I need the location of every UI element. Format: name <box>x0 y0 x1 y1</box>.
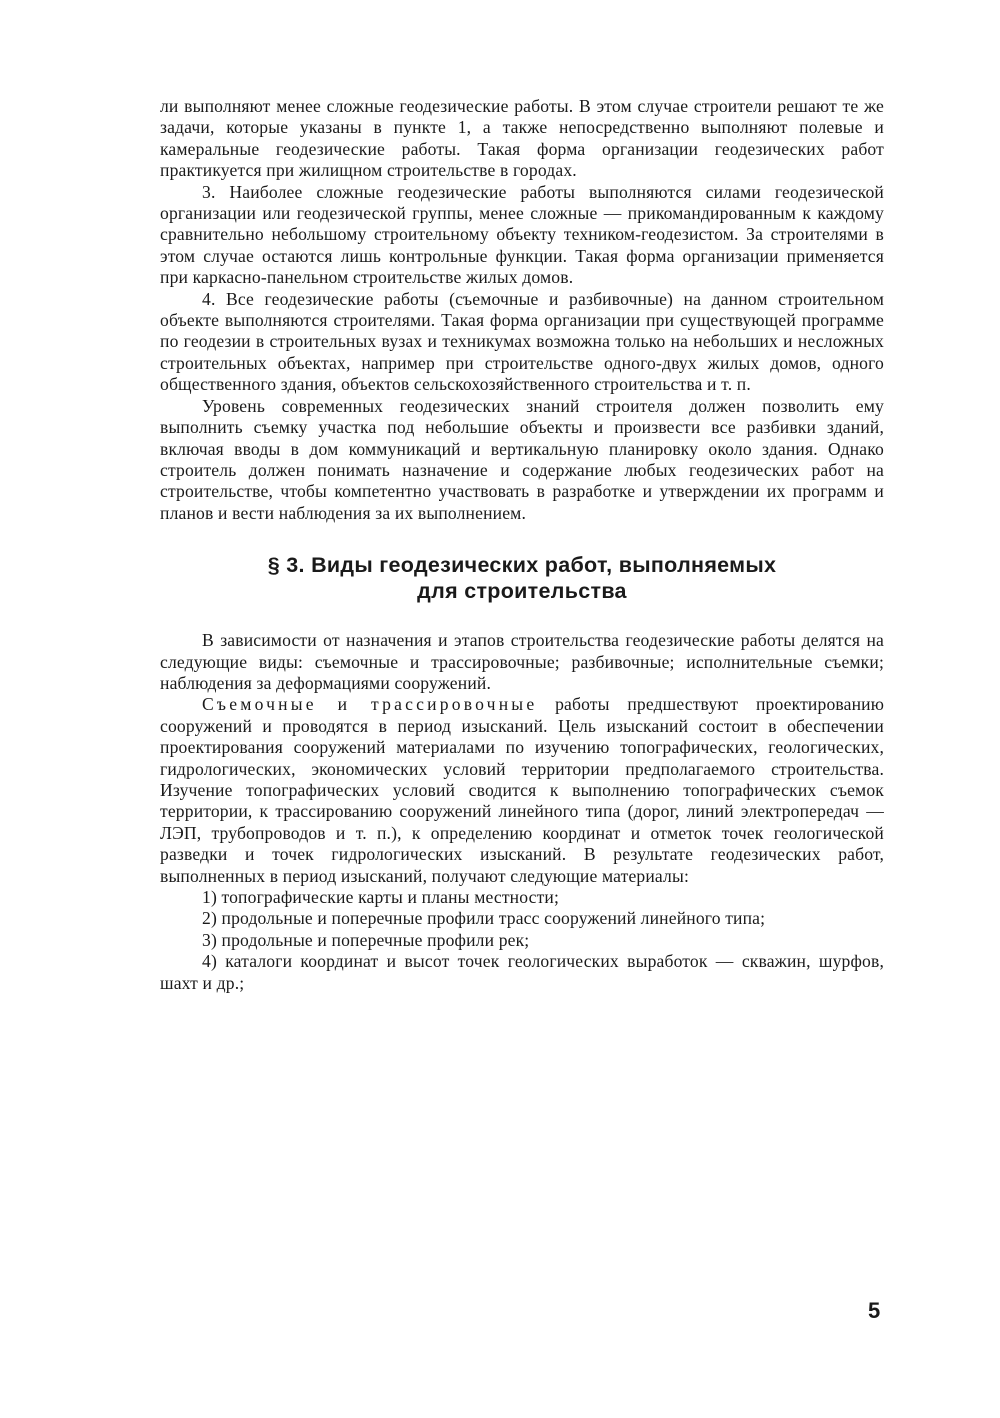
section-title-line-1: § 3. Виды геодезических работ, выполняемых <box>267 553 777 578</box>
list-item: 2) продольные и поперечные профили трасс сооружений линейного типа; <box>202 908 766 929</box>
paragraph-survey-works-text: работы предшествуют проектированию сооружений и проводятся в период изысканий. Цель изысканий состоит в обеспечении проектирования сооружений материалами по изучению топографических, геологических, гидрологических, экономических условий территории предполагаемого строительства. Изучение топографических условий сводится к выполнению топографических съемок территории, к трассированию сооружений линейного типа (дорог, линий электропередач — ЛЭП, трубопроводов и т. п.), к определению координат и отметок точек геологической разведки и точек гидрологических изысканий. В результате геодезических работ, выполненных в период изысканий, получают следующие материалы: <box>160 694 884 886</box>
page-number: 5 <box>868 1298 881 1323</box>
paragraph-work-types: В зависимости от назначения и этапов строительства геодезические работы делятся на следующие виды: съемочные и трассировочные; разбивочные; исполнительные съемки; наблюдения за деформациями сооружений. <box>160 630 884 693</box>
section-title <box>160 552 884 604</box>
paragraph-continued: ли выполняют менее сложные геодезические работы. В этом случае строители решают те же задачи, которые указаны в пункте 1, а также непосредственно выполняют полевые и камеральные геодезические работы. Такая форма организации геодезических работ практикуется при жилищном строительстве в городах. <box>160 96 884 181</box>
emphasis-term: Съемочные и трассировочные <box>202 694 538 715</box>
paragraph-knowledge-level: Уровень современных геодезических знаний строителя должен позволить ему выполнить съемку участка под небольшие объекты и произвести все разбивки зданий, включая вводы в дом коммуникаций и вертикальную планировку около здания. Однако строитель должен понимать назначение и содержание любых геодезических работ на строительстве, чтобы компетентно участвовать в разработке и утверждении их программ и планов и вести наблюдения за их выполнением. <box>160 395 884 523</box>
list-item: 3) продольные и поперечные профили рек; <box>202 929 530 950</box>
paragraph-item-3: 3. Наиболее сложные геодезические работы выполняются силами геодезической организации или геодезической группы, менее сложные — прикомандированным к каждому сравнительно небольшому строительному объекту техником-геодезистом. За строителями в этом случае остаются лишь контрольные функции. Такая форма организации применяется при каркасно-панельном строительстве жилых домов. <box>160 181 884 288</box>
paragraph-survey-works <box>160 694 884 887</box>
paragraph-item-4: 4. Все геодезические работы (съемочные и разбивочные) на данном строительном объекте выполняются строителями. Такая форма организации при существующей программе по геодезии в строительных вузах и техникумах возможна только на небольших и несложных строительных объектах, например при строительстве одного-двух жилых домов, одного общественного здания, объектов сельскохозяйственного строительства и т. п. <box>160 288 884 395</box>
page-body <box>160 96 884 994</box>
section-title-line-2: для строительства <box>417 579 627 604</box>
list-item: 1) топографические карты и планы местности; <box>202 887 560 907</box>
list-item: 4) каталоги координат и высот точек геологических выработок — скважин, шурфов, шахт и др.; <box>160 951 884 993</box>
